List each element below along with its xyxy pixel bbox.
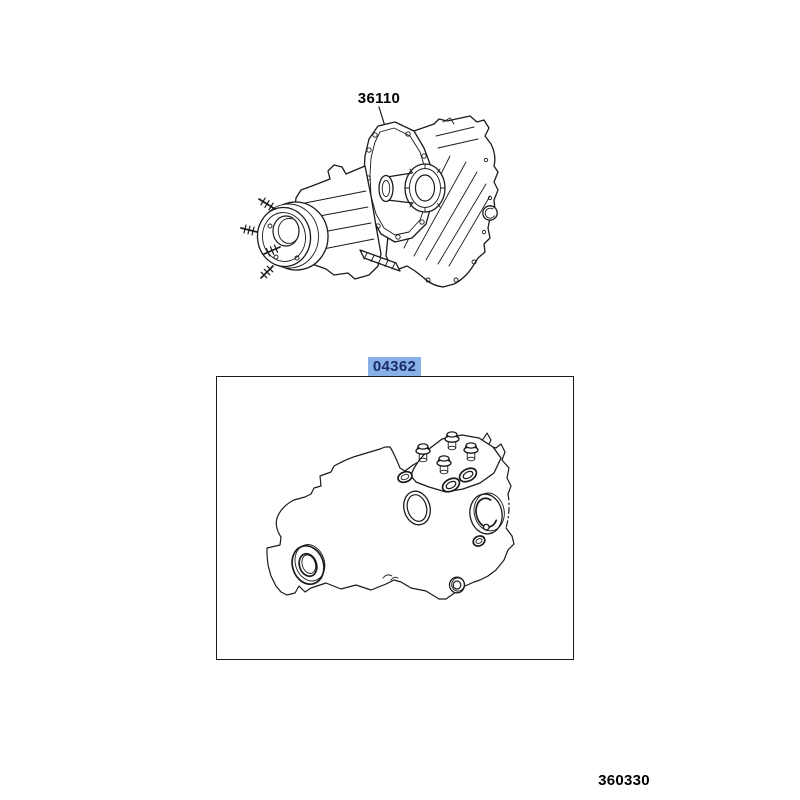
output-bore — [405, 164, 445, 212]
center-gasket-ring — [400, 488, 434, 528]
bottom-seal-ring — [450, 577, 465, 593]
kit-part-number-label[interactable]: 04362 — [368, 357, 421, 377]
side-clip-detail — [483, 206, 497, 220]
oil-seal — [287, 541, 330, 589]
small-o-ring — [472, 534, 487, 548]
small-gasket-oval — [397, 470, 414, 484]
transfer-case-illustration — [238, 106, 518, 296]
figure-number: 360330 — [598, 772, 650, 789]
kit-outline-box — [216, 376, 574, 660]
bearing-seal-with-snap-ring — [467, 491, 508, 537]
gasket-kit-illustration — [217, 377, 572, 658]
assembly-part-number-label[interactable]: 36110 — [357, 90, 401, 107]
